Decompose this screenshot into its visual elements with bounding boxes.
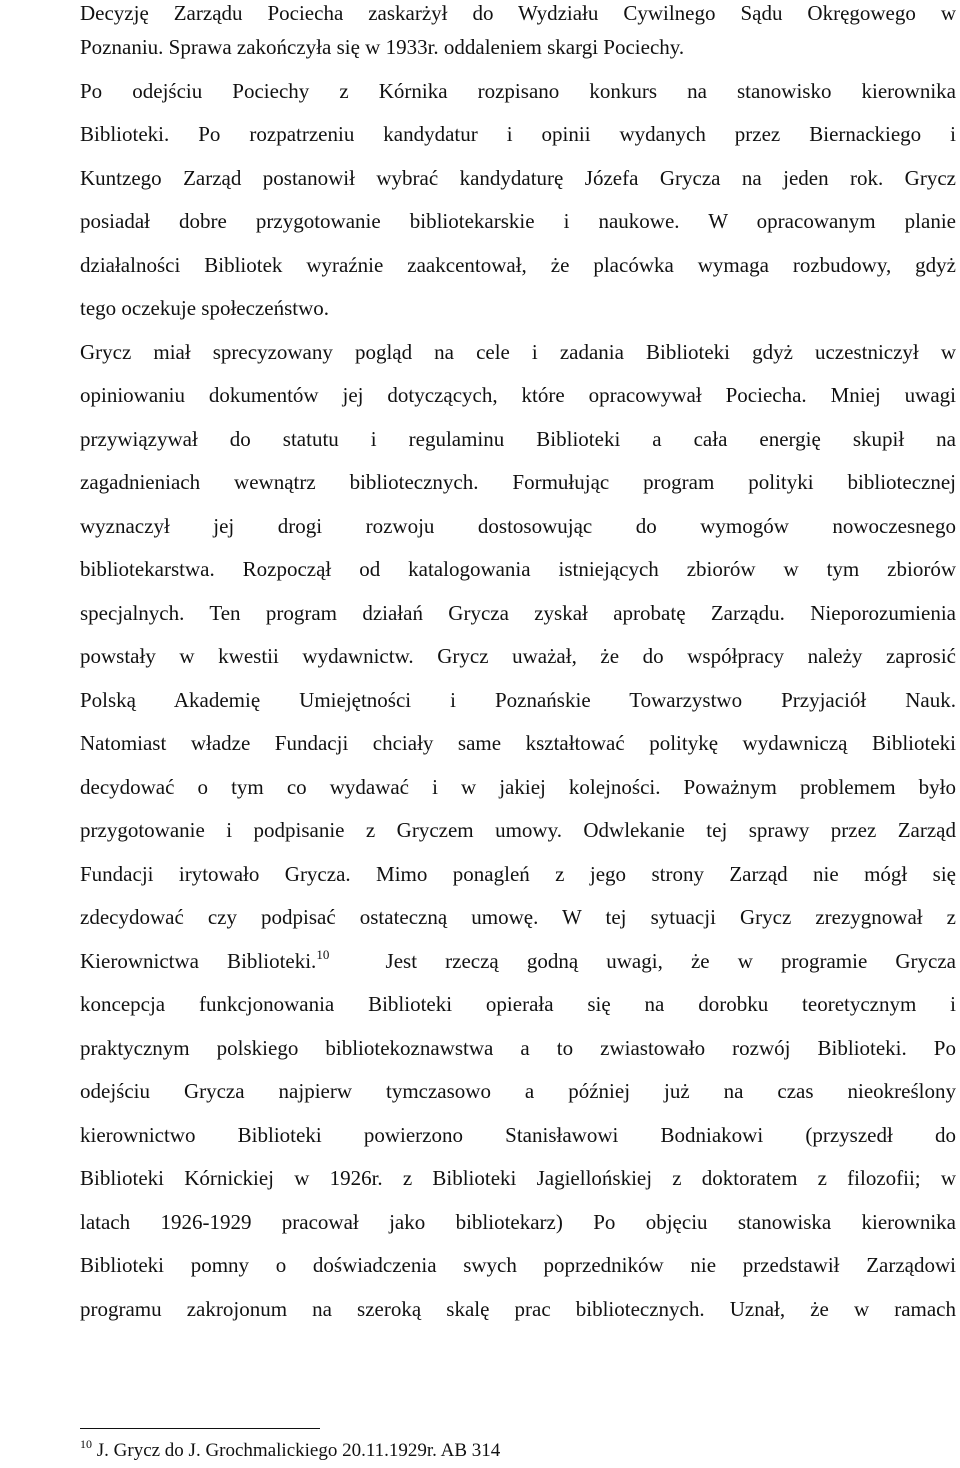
text-line-28: Biblioteki Kórnickiej w 1926r. z Biblioteki Jagiellońskiej z doktoratem z filozofii; w <box>80 1166 956 1190</box>
footnote-separator <box>80 1428 320 1429</box>
text-line-27: kierownictwo Biblioteki powierzono Stanisławowi Bodniakowi (przyszedł do <box>80 1122 956 1147</box>
text-line-11: przywiązywał do statutu i regulaminu Biblioteki a cała energię skupił na <box>80 426 956 451</box>
text-line-18: Natomiast władze Fundacji chciały same kształtować politykę wydawniczą Biblioteki <box>80 731 956 755</box>
footnote-text: J. Grycz do J. Grochmalickiego 20.11.1929r. AB 314 <box>96 1440 501 1461</box>
footnote-reference[interactable]: 10 <box>316 946 330 962</box>
text-line-23-rest: Jest rzeczą godną uwagi, że w programie Grycza <box>385 948 956 973</box>
text-line-19: decydować o tym co wydawać i w jakiej kolejności. Poważnym problemem było <box>80 774 956 799</box>
text-line-9: Grycz miał sprecyzowany pogląd na cele i zadania Biblioteki gdyż uczestniczył w <box>80 339 956 364</box>
text-line-23-lead: Kierownictwa Biblioteki. <box>80 948 317 973</box>
text-line-16: powstały w kwestii wydawnictw. Grycz uważał, że do współpracy należy zaprosić <box>80 644 956 668</box>
text-line-30: Biblioteki pomny o doświadczenia swych poprzedników nie przedstawił Zarządowi <box>80 1253 956 1277</box>
text-line-6: posiadał dobre przygotowanie bibliotekarskie i naukowe. W opracowanym planie <box>80 209 956 233</box>
text-line-14: bibliotekarstwa. Rozpoczął od katalogowania istniejących zbiorów w tym zbiorów <box>80 557 956 581</box>
text-line-26: odejściu Grycza najpierw tymczasowo a później już na czas nieokreślony <box>80 1079 956 1103</box>
text-line-13: wyznaczył jej drogi rozwoju dostosowując do wymogów nowoczesnego <box>80 513 956 538</box>
footnote <box>80 1438 956 1464</box>
text-line-17: Polską Akademię Umiejętności i Poznańskie Towarzystwo Przyjaciół Nauk. <box>80 687 956 712</box>
document-body <box>80 0 956 1331</box>
text-line-25: praktycznym polskiego bibliotekoznawstwa a to zwiastowało rozwój Biblioteki. Po <box>80 1035 956 1060</box>
text-line-29: latach 1926-1929 pracował jako bibliotekarz) Po objęciu stanowiska kierownika <box>80 1209 956 1234</box>
text-line-10: opiniowaniu dokumentów jej dotyczących, które opracowywał Pociecha. Mniej uwagi <box>80 383 956 407</box>
document-page <box>80 0 956 1461</box>
text-line-22: zdecydować czy podpisać ostateczną umowę. W tej sytuacji Grycz zrezygnował z <box>80 905 956 929</box>
text-line-5: Kuntzego Zarząd postanowił wybrać kandydaturę Józefa Grycza na jeden rok. Grycz <box>80 165 956 190</box>
text-line-12: zagadnieniach wewnątrz bibliotecznych. Formułując program polityki bibliotecznej <box>80 470 956 494</box>
text-line-7: działalności Bibliotek wyraźnie zaakcentował, że placówka wymaga rozbudowy, gdyż <box>80 252 956 277</box>
text-line-31: programu zakrojonum na szeroką skalę prac bibliotecznych. Uznał, że w ramach <box>80 1296 956 1321</box>
text-line-23 <box>80 940 956 984</box>
text-line-21: Fundacji irytowało Grycza. Mimo ponagleń z jego strony Zarząd nie mógł się <box>80 861 956 886</box>
text-line-1: Decyzję Zarządu Pociecha zaskarżył do Wydziału Cywilnego Sądu Okręgowego w <box>80 1 956 25</box>
text-line-3: Po odejściu Pociechy z Kórnika rozpisano konkurs na stanowisko kierownika <box>80 78 956 103</box>
text-line-8: tego oczekuje społeczeństwo. <box>80 296 329 320</box>
text-line-24: koncepcja funkcjonowania Biblioteki opierała się na dorobku teoretycznym i <box>80 992 956 1016</box>
text-line-20: przygotowanie i podpisanie z Gryczem umowy. Odwlekanie tej sprawy przez Zarząd <box>80 818 956 842</box>
text-line-4: Biblioteki. Po rozpatrzeniu kandydatur i opinii wydanych przez Biernackiego i <box>80 122 956 146</box>
text-line-15: specjalnych. Ten program działań Grycza zyskał aprobatę Zarządu. Nieporozumienia <box>80 600 956 625</box>
text-line-2: Poznaniu. Sprawa zakończyła się w 1933r. oddaleniem skargi Pociechy. <box>80 35 685 59</box>
footnote-number: 10 <box>80 1437 92 1451</box>
